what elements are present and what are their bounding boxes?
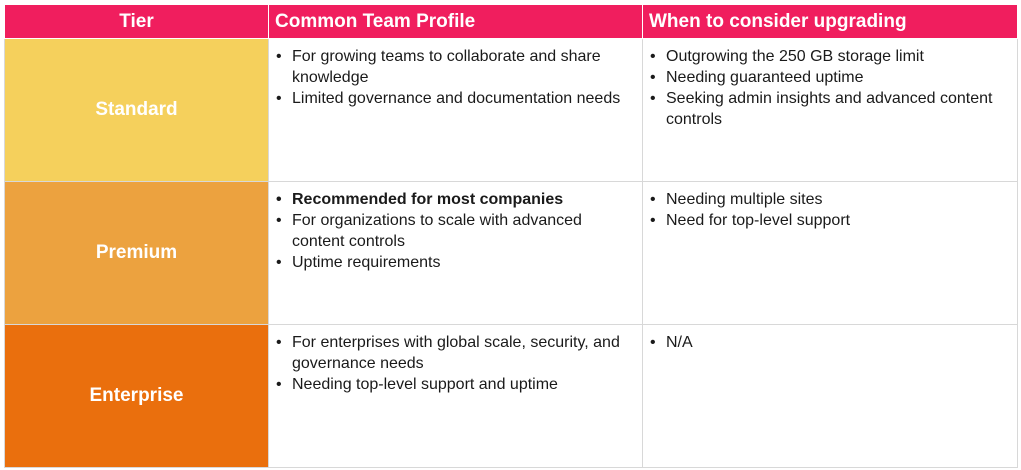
list-item: • Recommended for most companies	[292, 189, 634, 210]
tier-cell-enterprise: Enterprise	[5, 325, 269, 468]
tier-cell-standard: Standard	[5, 39, 269, 182]
table-row	[5, 325, 1018, 468]
profile-list	[269, 39, 642, 109]
profile-list	[269, 182, 642, 273]
list-item: • For growing teams to collaborate and share knowledge	[292, 46, 634, 88]
profile-cell	[269, 325, 643, 468]
tier-cell-premium: Premium	[5, 182, 269, 325]
table-row	[5, 39, 1018, 182]
upgrade-list	[643, 39, 1017, 130]
upgrade-list	[643, 182, 1017, 231]
tier-comparison-table	[4, 4, 1018, 468]
upgrade-cell	[643, 182, 1018, 325]
list-item: • Seeking admin insights and advanced content controls	[666, 88, 1009, 130]
list-item: • Needing guaranteed uptime	[666, 67, 1009, 88]
header-profile: Common Team Profile	[269, 5, 643, 39]
table-row	[5, 182, 1018, 325]
upgrade-cell	[643, 325, 1018, 468]
list-item: • N/A	[666, 332, 1009, 353]
list-item: • Limited governance and documentation needs	[292, 88, 634, 109]
header-row	[5, 5, 1018, 39]
list-item: • Uptime requirements	[292, 252, 634, 273]
list-item: • Needing multiple sites	[666, 189, 1009, 210]
profile-cell	[269, 182, 643, 325]
upgrade-cell	[643, 39, 1018, 182]
list-item: • Needing top-level support and uptime	[292, 374, 634, 395]
upgrade-list	[643, 325, 1017, 353]
profile-cell	[269, 39, 643, 182]
list-item: • Need for top-level support	[666, 210, 1009, 231]
list-item: • For enterprises with global scale, security, and governance needs	[292, 332, 634, 374]
header-tier: Tier	[5, 5, 269, 39]
list-item: • Outgrowing the 250 GB storage limit	[666, 46, 1009, 67]
profile-list	[269, 325, 642, 395]
header-upgrade: When to consider upgrading	[643, 5, 1018, 39]
list-item: • For organizations to scale with advanced content controls	[292, 210, 634, 252]
